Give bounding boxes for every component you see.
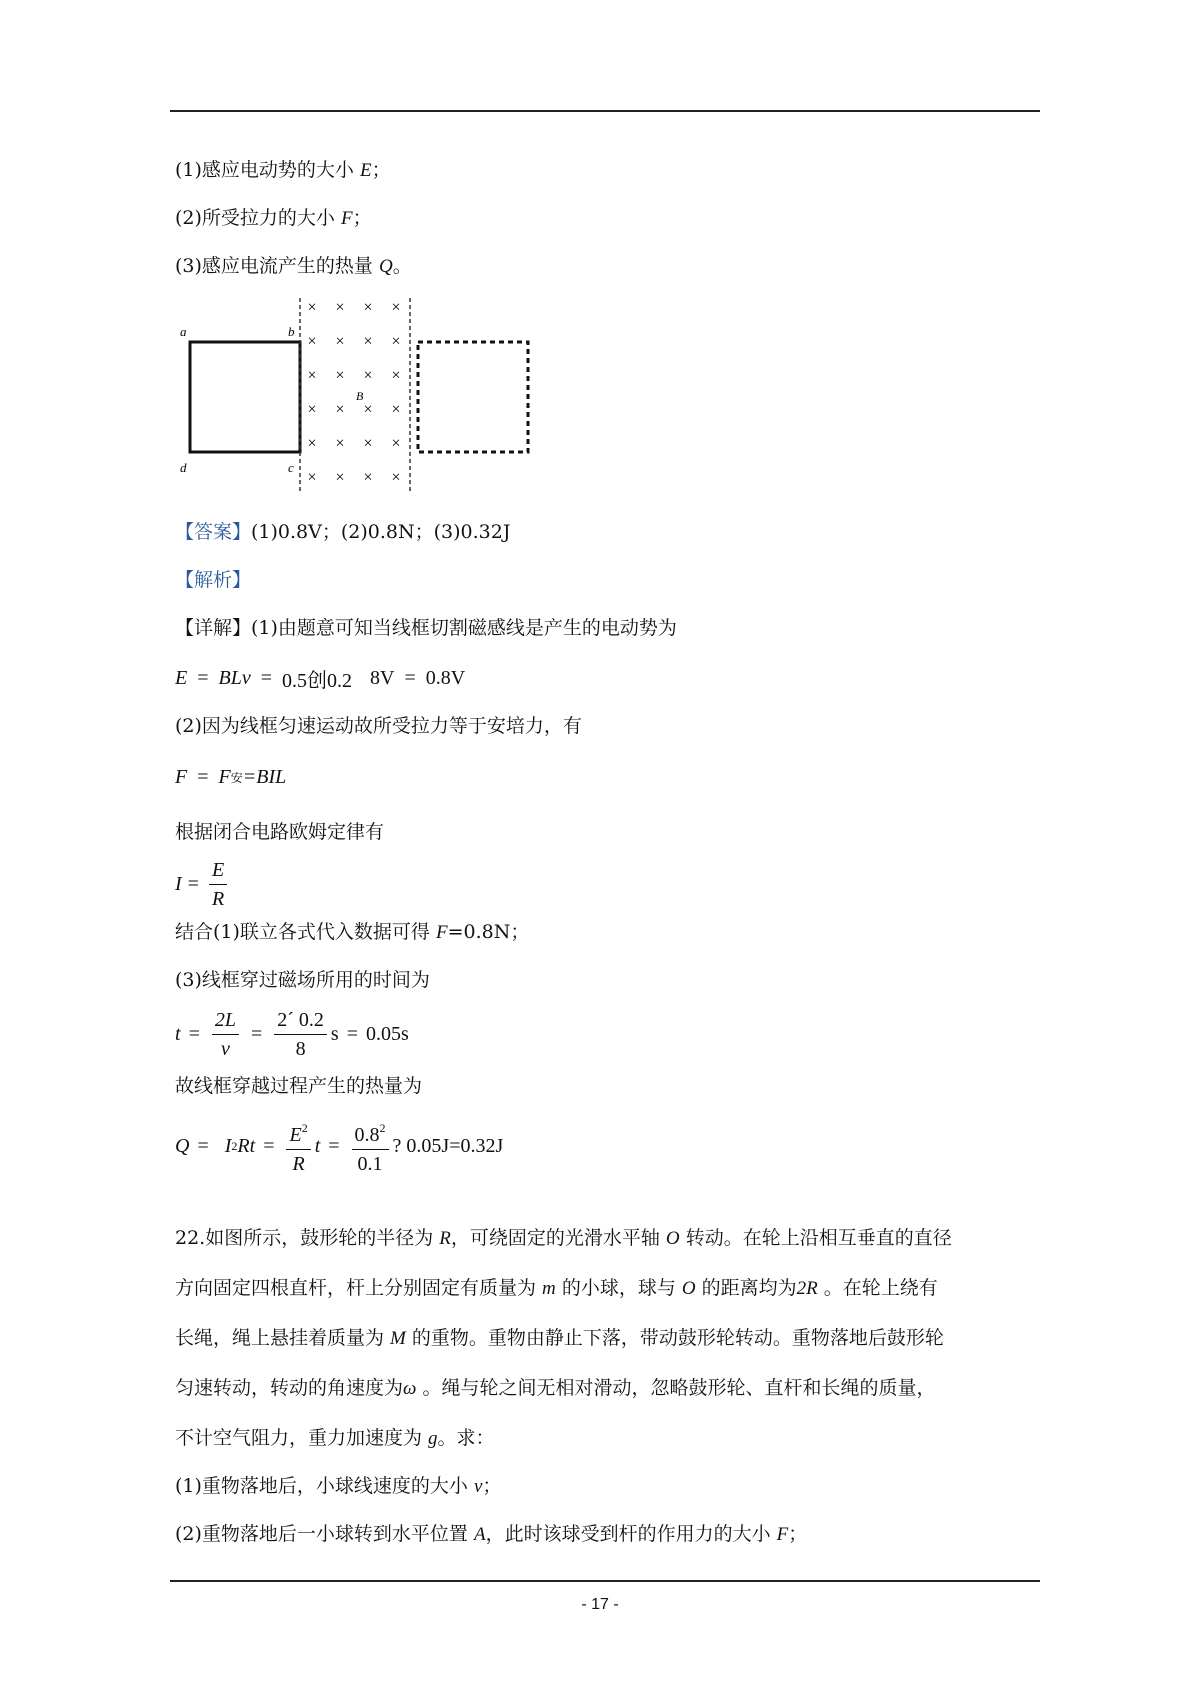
field-cross: × bbox=[307, 299, 317, 316]
equation-current: I = $\frac{E}{R}$ bbox=[175, 858, 231, 911]
field-cross: × bbox=[335, 469, 345, 486]
question-2: (2)所受拉力的大小 F； bbox=[175, 207, 372, 229]
answer-tag: 【答案】 bbox=[175, 521, 252, 543]
analysis-tag: 【解析】 bbox=[175, 569, 252, 591]
paragraph-5: (3)线框穿过磁场所用的时间为 bbox=[175, 969, 430, 991]
field-cross: × bbox=[335, 333, 345, 350]
field-cross: × bbox=[335, 435, 345, 452]
q22-line-2: 方向固定四根直杆，杆上分别固定有质量为 m 的小球，球与 O 的距离均为2R 。在轮上绕有 bbox=[175, 1277, 938, 1299]
field-cross: × bbox=[363, 435, 373, 452]
equation-heat: Q = I 2 Rt = $\frac{E^2}{R}$ t = $\frac{0.8^2}{0.1}$ ? 0.05J=0.32J bbox=[175, 1116, 503, 1176]
page-number: - 17 - bbox=[581, 1596, 619, 1613]
q22-line-4: 匀速转动，转动的角速度为ω 。绳与轮之间无相对滑动，忽略鼓形轮、直杆和长绳的质量， bbox=[175, 1377, 936, 1399]
detail-tag: 【详解】 bbox=[175, 617, 252, 639]
field-cross: × bbox=[391, 401, 401, 418]
q22-line-5: 不计空气阻力，重力加速度为 g。求： bbox=[175, 1427, 495, 1449]
detail-line: 【详解】(1)由题意可知当线框切割磁感线是产生的电动势为 bbox=[175, 617, 677, 639]
field-cross: × bbox=[363, 299, 373, 316]
magnetic-field-figure bbox=[170, 296, 550, 496]
header-rule bbox=[170, 110, 1040, 112]
field-cross: × bbox=[307, 469, 317, 486]
analysis-line bbox=[175, 568, 251, 592]
field-cross: × bbox=[307, 401, 317, 418]
field-cross: × bbox=[363, 401, 373, 418]
field-crosses bbox=[307, 299, 400, 486]
field-cross: × bbox=[307, 435, 317, 452]
q22-line-3: 长绳，绳上悬挂着质量为 M 的重物。重物由静止下落，带动鼓形轮转动。重物落地后鼓形轮 bbox=[175, 1327, 944, 1349]
q22-sub-1: (1)重物落地后，小球线速度的大小 v； bbox=[175, 1475, 502, 1497]
label-b: b bbox=[288, 324, 295, 339]
field-cross: × bbox=[363, 333, 373, 350]
field-cross: × bbox=[335, 299, 345, 316]
field-cross: × bbox=[363, 367, 373, 384]
field-cross: × bbox=[307, 333, 317, 350]
field-cross: × bbox=[307, 367, 317, 384]
loop-dashed bbox=[418, 342, 528, 452]
loop-solid bbox=[190, 342, 300, 452]
equation-force: F = F 安 =BIL bbox=[175, 766, 287, 788]
field-cross: × bbox=[391, 435, 401, 452]
paragraph-6: 故线框穿越过程产生的热量为 bbox=[175, 1075, 423, 1097]
label-B: B bbox=[356, 389, 364, 403]
field-cross: × bbox=[335, 367, 345, 384]
field-cross: × bbox=[335, 401, 345, 418]
field-cross: × bbox=[391, 367, 401, 384]
field-cross: × bbox=[391, 469, 401, 486]
label-d: d bbox=[180, 460, 187, 475]
equation-time: t = $\frac{2L}{v}$ = $\frac{2´ 0.2}{8}$ s = 0.05s bbox=[175, 1009, 409, 1060]
field-cross: × bbox=[363, 469, 373, 486]
paragraph-2: (2)因为线框匀速运动故所受拉力等于安培力，有 bbox=[175, 715, 582, 737]
equation-emf: E = BLv = 0.5创0.2 8V = 0.8V bbox=[175, 667, 466, 692]
field-cross: × bbox=[391, 299, 401, 316]
answer-line bbox=[175, 520, 510, 544]
footer-rule bbox=[170, 1580, 1040, 1582]
q22-line-1: 22.如图所示，鼓形轮的半径为 R，可绕固定的光滑水平轴 O 转动。在轮上沿相互垂直的直径 bbox=[175, 1227, 952, 1249]
q22-sub-2: (2)重物落地后一小球转到水平位置 A，此时该球受到杆的作用力的大小 F； bbox=[175, 1523, 808, 1545]
answer-text: (1)0.8V；(2)0.8N；(3)0.32J bbox=[251, 521, 511, 543]
paragraph-4: 结合(1)联立各式代入数据可得 F=0.8N； bbox=[175, 921, 530, 943]
label-c: c bbox=[288, 460, 294, 475]
paragraph-3: 根据闭合电路欧姆定律有 bbox=[175, 821, 385, 843]
question-3: (3)感应电流产生的热量 Q。 bbox=[175, 255, 412, 277]
label-a: a bbox=[180, 324, 187, 339]
field-cross: × bbox=[391, 333, 401, 350]
question-1: (1)感应电动势的大小 E； bbox=[175, 159, 391, 181]
